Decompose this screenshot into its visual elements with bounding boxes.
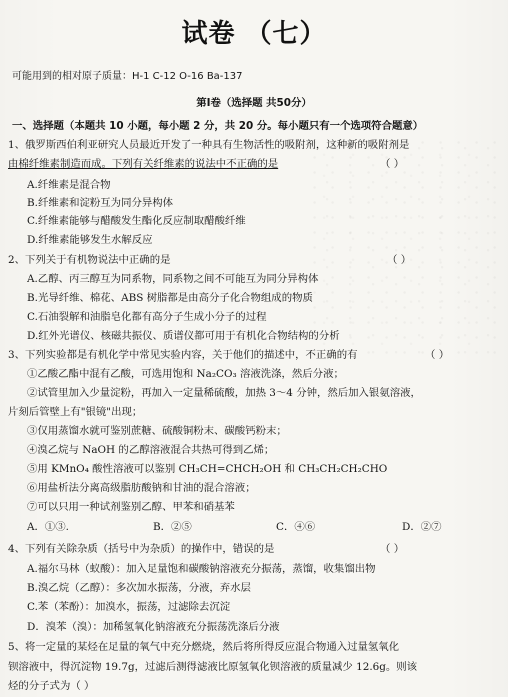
q3-item-1: ①乙酸乙酯中混有乙酸，可选用饱和 Na₂CO₃ 溶液洗涤，然后分液； (27, 368, 344, 380)
q1-line2 (8, 157, 504, 171)
q3-item-5: ⑤用 KMnO₄ 酸性溶液可以鉴别 CH₃CH=CHCH₂OH 和 CH₃CH₂CH₂CHO (27, 463, 388, 475)
q3-stem: 3、下列实验都是有机化学中常见实验内容，关于他们的描述中，不正确的有 (8, 349, 358, 361)
q5-line1: 5、将一定量的某烃在足量的氧气中充分燃烧，然后将所得反应混合物通入过量氢氧化 (8, 641, 400, 653)
q3-item-7: ⑦可以只用一种试剂鉴别乙醇、甲苯和硝基苯 (27, 501, 235, 513)
q1-option-b: B.纤维素和淀粉互为同分异构体 (27, 197, 174, 209)
q2-stem-line (8, 253, 504, 267)
q3-item-2: ②试管里加入少量淀粉，再加入一定量稀硫酸，加热 3～4 分钟，然后加入银氨溶液， (27, 387, 421, 399)
q3-option-c: C．④⑥ (276, 521, 316, 533)
q3-item-2-cont: 片刻后管壁上有"银镜"出现； (8, 406, 143, 418)
q3-stem-line (8, 348, 504, 362)
q5-line2: 钡溶液中，得沉淀物 19.7g，过滤后测得滤液比原氢氧化钡溶液的质量减少 12.6g。则该 (8, 661, 418, 673)
q4-answer-paren: （ ） (380, 543, 405, 555)
q1-option-d: D.纤维素能够发生水解反应 (27, 234, 153, 246)
section1-heading: 一、选择题（本题共 10 小题，每小题 2 分，共 20 分。每小题只有一个选项符合题意） (12, 120, 424, 132)
atomic-masses-line: 可能用到的相对原子质量：H-1 C-12 O-16 Ba-137 (12, 71, 243, 82)
part1-title: 第Ⅰ卷（选择题 共50分） (196, 97, 312, 109)
q2-option-a: A.乙醇、丙三醇互为同系物，同系物之间不可能互为同分异构体 (27, 273, 319, 285)
q2-option-d: D.红外光谱仪、核磁共振仪、质谱仪都可用于有机化合物结构的分析 (27, 330, 340, 342)
q2-stem: 2、下列关于有机物说法中正确的是 (8, 254, 171, 266)
q2-answer-paren: （ ） (387, 254, 412, 266)
q2-option-b: B.光导纤维、棉花、ABS 树脂都是由高分子化合物组成的物质 (27, 292, 313, 304)
q1-stem-text: 由棉纤维素制造而成。下列有关纤维素的说法中不正确的是 (8, 158, 279, 170)
q3-answer-paren: （ ） (425, 349, 450, 361)
scan-noise (311, 138, 496, 358)
q3-item-6: ⑥用盐析法分离高级脂肪酸钠和甘油的混合溶液； (27, 482, 256, 494)
q4-option-a: A.福尔马林（蚁酸）：加入足量饱和碳酸钠溶液充分振荡，蒸馏，收集馏出物 (27, 563, 376, 575)
q3-option-a: A．①③. (27, 521, 69, 533)
q3-item-4: ④溴乙烷与 NaOH 的乙醇溶液混合共热可得到乙烯； (27, 444, 275, 456)
q4-stem: 4、下列有关除杂质（括号中为杂质）的操作中，错误的是 (8, 543, 275, 555)
q4-stem-line (8, 542, 504, 556)
q4-option-b: B.溴乙烷（乙醇）：多次加水振荡，分液，弃水层 (27, 582, 251, 594)
exam-title: 试卷 （七） (181, 19, 327, 49)
q3-option-b: B．②⑤ (153, 521, 192, 533)
q1-line1: 1、俄罗斯西伯利亚研究人员最近开发了一种具有生物活性的吸附剂，这种新的吸附剂是 (8, 139, 410, 151)
q3-option-d: D．②⑦ (402, 521, 442, 533)
q3-item-3: ③仅用蒸馏水就可鉴别蔗糖、硫酸铜粉末、碳酸钙粉末； (27, 425, 287, 437)
q2-option-c: C.石油裂解和油脂皂化都有高分子生成小分子的过程 (27, 311, 267, 323)
q1-option-a: A.纤维素是混合物 (27, 179, 111, 191)
q1-option-c: C.纤维素能够与醋酸发生酯化反应制取醋酸纤维 (27, 215, 246, 227)
q5-line3: 烃的分子式为（ ） (8, 680, 95, 692)
q1-answer-paren: （ ） (380, 158, 405, 170)
q4-option-d: D．溴苯（溴）：加稀氢氧化钠溶液充分振荡洗涤后分液 (27, 621, 280, 633)
q4-option-c: C.苯（苯酚）：加溴水，振荡，过滤除去沉淀 (27, 601, 231, 613)
